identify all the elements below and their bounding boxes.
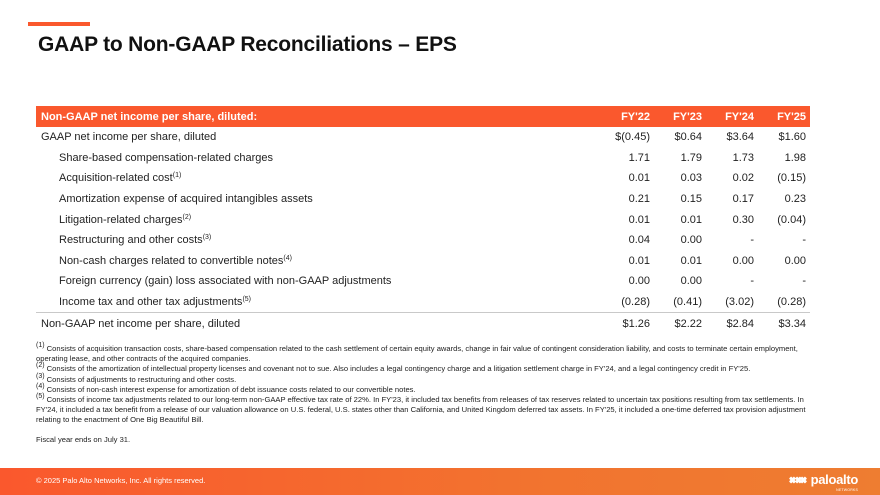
- row-value: $1.26: [588, 313, 654, 334]
- row-value: $0.64: [674, 131, 702, 144]
- table-row: [36, 292, 810, 313]
- row-value: 0.01: [628, 213, 650, 226]
- row-label: [36, 292, 588, 313]
- row-value: -: [802, 234, 806, 247]
- row-value: 1.71: [628, 151, 650, 164]
- row-label-text: GAAP net income per share, diluted: [41, 131, 217, 144]
- table-header-year: FY'22: [588, 106, 654, 127]
- title-accent-bar: [28, 22, 90, 26]
- footnote-marker: (1): [36, 342, 45, 349]
- table-row: [36, 313, 810, 334]
- footnote: [36, 382, 812, 395]
- footnote-text: Consists of income tax adjustments related to our long-term non-GAAP effective tax rate of 22%. In FY'23, it included tax benefits from releases of tax reserves related to uncertain tax positions resulting from tax settlements. In FY'24, it included a tax benefit from a release of our valuation allowance on U.S. federal, U.S. states other than California, and United Kingdom deferred tax assets. In FY'25, it included a one-time deferred tax provision adjustment relating to the enactment of One Big Beautiful Bill.: [36, 395, 806, 425]
- table-header-row: [36, 106, 810, 127]
- row-label-text: Litigation-related charges: [59, 213, 183, 226]
- row-label-text: Non-cash charges related to convertible notes: [59, 254, 284, 267]
- logo-wordmark: paloalto: [810, 472, 858, 487]
- row-value: $2.84: [706, 313, 758, 334]
- table-header-label: Non-GAAP net income per share, diluted:: [36, 106, 588, 127]
- row-value: $3.64: [726, 131, 754, 144]
- row-value: -: [750, 275, 754, 288]
- fiscal-year-note: Fiscal year ends on July 31.: [36, 434, 131, 444]
- row-label-text: Amortization expense of acquired intangibles assets: [59, 193, 313, 206]
- footnote-text: Consists of acquisition transaction costs, share-based compensation related to the cash settlement of certain equity awards, change in fair value of contingent consideration liability, and costs to terminate certain employment, operating lease, and other contracts of the acquired companies.: [36, 344, 798, 364]
- row-label-text: Non-GAAP net income per share, diluted: [41, 317, 241, 330]
- row-label: [36, 168, 588, 189]
- row-value: 0.00: [732, 254, 754, 267]
- table-header-year: FY'24: [706, 106, 758, 127]
- row-value: (0.41): [673, 296, 702, 309]
- row-value: 1.79: [680, 151, 702, 164]
- row-label-text: Income tax and other tax adjustments: [59, 296, 243, 309]
- row-value: 0.01: [628, 172, 650, 185]
- footnote-text: Consists of adjustments to restructuring and other costs.: [44, 374, 237, 384]
- footnote-marker: (4): [36, 382, 45, 390]
- table-header-year: FY'25: [758, 106, 810, 127]
- eps-reconciliation-table: [36, 106, 810, 334]
- table-row: [36, 148, 810, 169]
- row-value: 1.98: [784, 151, 806, 164]
- row-label-text: Restructuring and other costs: [59, 234, 203, 247]
- row-value: -: [802, 275, 806, 288]
- table-row: [36, 251, 810, 272]
- footnote-marker: (1): [172, 172, 182, 180]
- row-value: 0.17: [732, 193, 754, 206]
- footnote-list: [36, 344, 812, 426]
- row-value: (0.04): [777, 213, 806, 226]
- row-label: [36, 189, 588, 210]
- row-label-text: Share-based compensation-related charges: [59, 151, 274, 164]
- footnote-marker: (5): [242, 296, 251, 304]
- footnote: [36, 395, 812, 426]
- table-row: [36, 209, 810, 230]
- footnote-marker: (4): [283, 254, 292, 262]
- page-title: GAAP to Non-GAAP Reconciliations – EPS: [38, 33, 457, 56]
- row-value: 0.23: [784, 193, 806, 206]
- footnote: [36, 344, 812, 364]
- row-value: (0.28): [621, 296, 650, 309]
- row-value: 0.00: [680, 234, 702, 247]
- row-value: (0.28): [777, 296, 806, 309]
- row-label: [36, 148, 588, 169]
- table-header-year: FY'23: [654, 106, 706, 127]
- row-value: 0.02: [732, 172, 754, 185]
- table-row: [36, 271, 810, 292]
- row-label: [36, 251, 588, 272]
- table-row: [36, 189, 810, 210]
- row-value: 0.30: [732, 213, 754, 226]
- footnote-marker: (3): [36, 372, 45, 380]
- table-row: [36, 127, 810, 148]
- row-value: $2.22: [654, 313, 706, 334]
- company-logo: [788, 472, 858, 488]
- row-value: 0.01: [628, 254, 650, 267]
- footnote: [36, 372, 812, 385]
- footnote-text: Consists of the amortization of intellectual property licenses and covenant not to sue. Also includes a legal contingency charge and a litigation settlement charge in FY'24, and a legal contingency credit in FY'25.: [44, 364, 751, 374]
- footnote-marker: (5): [36, 393, 45, 401]
- row-label: [36, 209, 588, 230]
- row-value: 0.21: [628, 193, 650, 206]
- copyright-text: © 2025 Palo Alto Networks, Inc. All rights reserved.: [36, 476, 206, 485]
- row-label: [36, 127, 588, 148]
- row-value: 0.03: [680, 172, 702, 185]
- footnote-marker: (2): [182, 213, 192, 221]
- table-row: [36, 168, 810, 189]
- row-value: (0.15): [777, 172, 806, 185]
- row-value: 0.15: [680, 193, 702, 206]
- logo-subtext: NETWORKS: [836, 488, 858, 492]
- row-label: [36, 230, 588, 251]
- footnote-marker: (3): [202, 234, 212, 242]
- row-value: $(0.45): [615, 131, 650, 144]
- row-label: [36, 313, 588, 334]
- table-body: [36, 127, 810, 334]
- row-label-text: Acquisition-related cost: [59, 172, 173, 185]
- row-value: 0.01: [680, 213, 702, 226]
- footnotes: [36, 344, 812, 445]
- footnote: [36, 364, 812, 374]
- row-value: (3.02): [725, 296, 754, 309]
- row-value: -: [750, 234, 754, 247]
- row-value: 0.00: [784, 254, 806, 267]
- row-value: 0.04: [628, 234, 650, 247]
- row-value: 0.00: [628, 275, 650, 288]
- footnote-marker: (2): [36, 362, 45, 370]
- paloalto-logo-icon: [788, 472, 808, 488]
- row-value: $1.60: [778, 131, 806, 144]
- row-value: 0.01: [680, 254, 702, 267]
- row-value: 1.73: [732, 151, 754, 164]
- table-row: [36, 230, 810, 251]
- row-label: [36, 271, 588, 292]
- row-value: 0.00: [680, 275, 702, 288]
- row-label-text: Foreign currency (gain) loss associated with non-GAAP adjustments: [59, 275, 392, 288]
- row-value: $3.34: [758, 313, 810, 334]
- footer-bar: [0, 468, 880, 495]
- footnote-text: Consists of non-cash interest expense for amortization of debt issuance costs related to our convertible notes.: [44, 384, 416, 394]
